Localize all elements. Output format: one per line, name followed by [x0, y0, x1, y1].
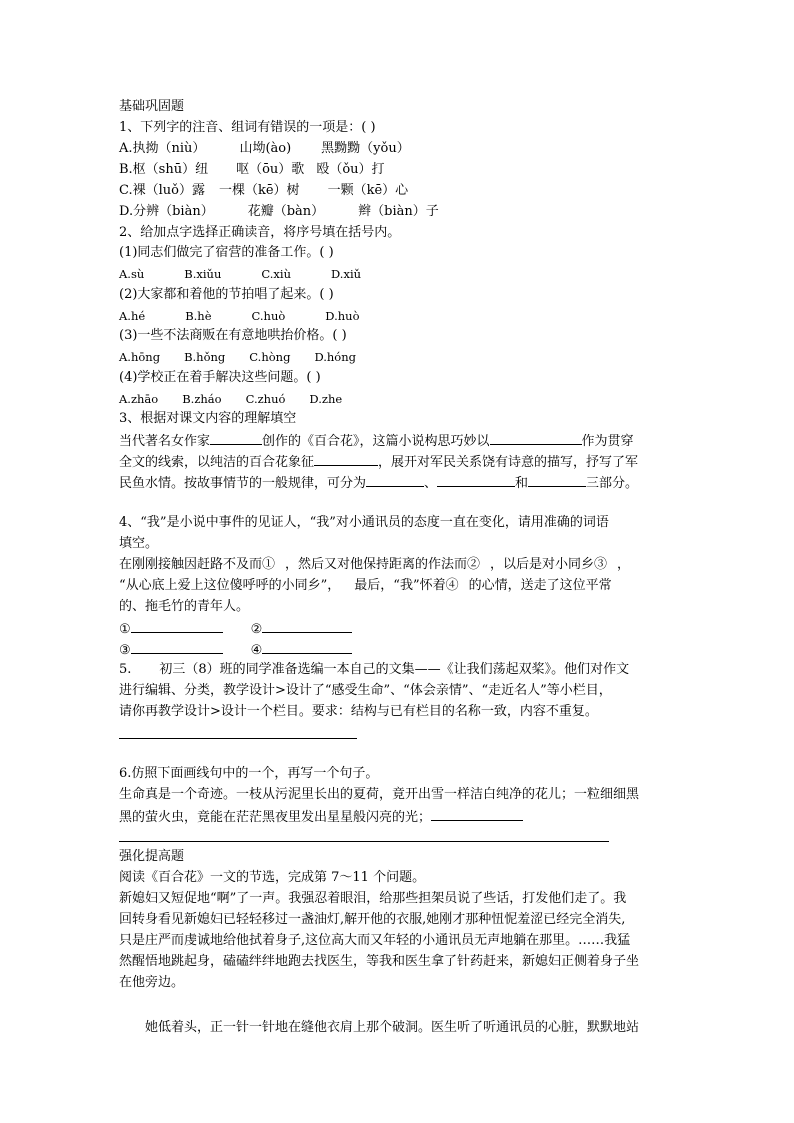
- q4-blank-4[interactable]: [262, 640, 352, 654]
- q5-line-1: [119, 661, 629, 679]
- q4-answer-row-2: [119, 640, 352, 660]
- q1-a-3: 黑黝黝（yǒu）: [321, 141, 410, 156]
- q2-item-4-options: [119, 390, 342, 408]
- q3-l3d: 三部分。: [586, 476, 639, 491]
- q3-blank-part1[interactable]: [366, 473, 424, 487]
- q5-line-3: 请你再教学设计>设计一个栏目。要求：结构与已有栏目的名称一致，内容不重复。: [119, 704, 598, 719]
- q4-mark-3: ③: [119, 643, 131, 658]
- q2-1-d: D.xiǔ: [331, 267, 362, 281]
- q3-blank-author[interactable]: [210, 431, 262, 445]
- q2-1-b: B.xiǔu: [184, 267, 222, 281]
- q6-answer-line[interactable]: [119, 841, 609, 842]
- q4-mark-4: ④: [250, 643, 263, 658]
- q4-line-2: 填空。: [119, 536, 159, 551]
- q4-blank-1[interactable]: [131, 619, 223, 633]
- q4-l3d: ，: [617, 557, 631, 572]
- section2-intro: 阅读《百合花》一文的节选，完成第 7～11 个问题。: [119, 870, 426, 885]
- q2-4-d: D.zhe: [309, 392, 343, 406]
- q3-line-2: [119, 452, 638, 472]
- q2-4-a: A.zhāo: [119, 392, 159, 406]
- q4-mark-2: ②: [250, 622, 263, 637]
- q1-b-3: 殴（ǒu）打: [316, 162, 385, 177]
- q4-l4b: 最后，“我”怀着④: [354, 578, 459, 593]
- q2-2-c: C.huò: [251, 309, 286, 323]
- q3-l1b: 创作的《百合花》，这篇小说构思巧妙以: [262, 434, 490, 449]
- q4-line-5: 的、拖毛竹的青年人。: [119, 599, 250, 614]
- q2-2-a: A.hé: [119, 309, 146, 323]
- q6-line-1: 生命真是一个奇迹。一枝从污泥里长出的夏荷，竟开出雪一样洁白纯净的花儿；一粒细细黑: [119, 787, 640, 802]
- q4-l4a: “从心底上爱上这位傻呼呼的小同乡”，: [119, 578, 341, 593]
- q4-blank-3[interactable]: [131, 640, 223, 654]
- q2-1-a: A.sù: [119, 267, 145, 281]
- q1-b-1: B.枢（shū）纽: [119, 162, 209, 177]
- q3-l3b: 、: [424, 476, 438, 491]
- q3-line-3: [119, 473, 638, 493]
- q4-l3c: ，以后是对小同乡③: [490, 557, 608, 572]
- q4-l3a: 在刚刚接触因赶路不及而①: [119, 557, 276, 572]
- q3-blank-symbol[interactable]: [314, 452, 378, 466]
- q2-item-2-options: [119, 307, 360, 325]
- q1-c-1: C.裸（luǒ）露: [119, 183, 205, 198]
- q3-l3a: 民鱼水情。按故事情节的一般规律，可分为: [119, 476, 367, 491]
- q2-item-3-sentence: (3)一些不法商贩在有意地哄抬价格。( ): [119, 328, 347, 343]
- q2-3-b: B.hǒng: [184, 350, 226, 364]
- q4-mark-1: ①: [119, 622, 131, 637]
- q1-a-1: A.执拗（niù）: [119, 141, 206, 156]
- q2-item-2-sentence: (2)大家都和着他的节拍唱了起来。( ): [119, 287, 334, 302]
- passage-line-1: 新媳妇又短促地“啊”了一声。我强忍着眼泪，给那些担架员说了些话，打发他们走了。我: [119, 891, 627, 906]
- q1-option-a: [119, 140, 410, 158]
- q5-l1b: 初三（8）班的同学准备选编一本自己的文集——《让我们荡起双桨》。他们对作文: [159, 662, 630, 677]
- q6-l2: 黑的萤火虫，竟能在茫茫黑夜里发出星星般闪亮的光；: [119, 810, 432, 825]
- q2-4-c: C.zhuó: [245, 392, 286, 406]
- passage-line-4: 然醒悟地跳起身，磕磕绊绊地跑去找医生，等我和医生拿了针药赶来，新媳妇正侧着身子坐: [119, 954, 640, 969]
- q4-l3b: ，然后又对他保持距离的作法而②: [285, 557, 481, 572]
- q5-line-2: 进行编辑、分类，教学设计>设计了“感受生命”、“体会亲情”、“走近名人”等小栏目，: [119, 683, 612, 698]
- q1-c-3: 一颗（kē）心: [327, 183, 409, 198]
- q3-l1a: 当代著名女作家: [119, 434, 211, 449]
- q3-blank-part2[interactable]: [437, 473, 515, 487]
- q3-blank-part3[interactable]: [528, 473, 586, 487]
- q1-b-2: 呕（ōu）歌: [236, 162, 305, 177]
- q1-d-3: 辫（biàn）子: [358, 204, 439, 219]
- q1-d-2: 花瓣（bàn）: [247, 204, 325, 219]
- q5-number: 5.: [119, 662, 132, 677]
- section1-title: 基础巩固题: [119, 99, 185, 114]
- q4-answer-row-1: [119, 619, 352, 639]
- q6-line-2: [119, 807, 523, 827]
- q2-3-a: A.hōng: [119, 350, 161, 364]
- q2-item-1-sentence: (1)同志们做完了宿营的准备工作。( ): [119, 245, 334, 260]
- q2-3-c: C.hòng: [249, 350, 291, 364]
- q1-stem: 1、下列字的注音、组词有错误的一项是：( ): [119, 120, 376, 135]
- passage-line-3: 只是庄严而虔诚地给他拭着身子,这位高大而又年轻的小通讯员无声地躺在那里。……我猛: [119, 933, 631, 948]
- q2-1-c: C.xiù: [261, 267, 291, 281]
- q2-2-d: D.huò: [325, 309, 360, 323]
- q2-3-d: D.hóng: [314, 350, 357, 364]
- section2-title: 强化提高题: [119, 849, 185, 864]
- q3-l2a: 全文的线索，以纯洁的百合花象征: [119, 455, 315, 470]
- q3-stem: 3、根据对课文内容的理解填空: [119, 411, 297, 426]
- q2-2-b: B.hè: [185, 309, 212, 323]
- q4-line-3: [119, 556, 630, 574]
- q3-l2b: ，展开对军民关系饶有诗意的描写，抒写了军: [378, 455, 639, 470]
- q2-item-4-sentence: (4)学校正在着手解决这些问题。( ): [119, 370, 321, 385]
- passage-line-2: 回转身看见新媳妇已轻轻移过一盏油灯,解开他的衣服,她刚才那种忸怩羞涩已经完全消失,: [119, 912, 626, 927]
- q2-item-3-options: [119, 348, 356, 366]
- q1-a-2: 山坳(ào): [239, 141, 292, 156]
- q3-l3c: 和: [515, 476, 529, 491]
- q1-option-c: [119, 182, 408, 200]
- q6-stem: 6.仿照下面画线句中的一个，再写一个句子。: [119, 766, 379, 781]
- q3-blank-clue[interactable]: [490, 431, 582, 445]
- q1-d-1: D.分辨（biàn）: [119, 204, 214, 219]
- q4-line-4: [119, 577, 612, 595]
- q2-4-b: B.zháo: [182, 392, 222, 406]
- q2-item-1-options: [119, 265, 361, 283]
- q2-stem: 2、给加点字选择正确读音，将序号填在括号内。: [119, 225, 401, 240]
- q1-option-b: [119, 161, 385, 179]
- q4-line-1: 4、“我”是小说中事件的见证人，“我”对小通讯员的态度一直在变化，请用准确的词语: [119, 515, 609, 530]
- q4-l4c: 的心情，送走了这位平常: [468, 578, 612, 593]
- q1-option-d: [119, 203, 439, 221]
- q6-blank[interactable]: [431, 807, 523, 821]
- passage-paragraph-2: 她低着头，正一针一针地在缝他衣肩上那个破洞。医生听了听通讯员的心脏，默默地站: [145, 1020, 640, 1035]
- q4-blank-2[interactable]: [262, 619, 352, 633]
- q3-line-1: [119, 431, 634, 451]
- q5-answer-line[interactable]: [119, 738, 357, 739]
- q3-l1c: 作为贯穿: [581, 434, 634, 449]
- q1-c-2: 一棵（kē）树: [218, 183, 300, 198]
- passage-line-5: 在他旁边。: [119, 975, 185, 990]
